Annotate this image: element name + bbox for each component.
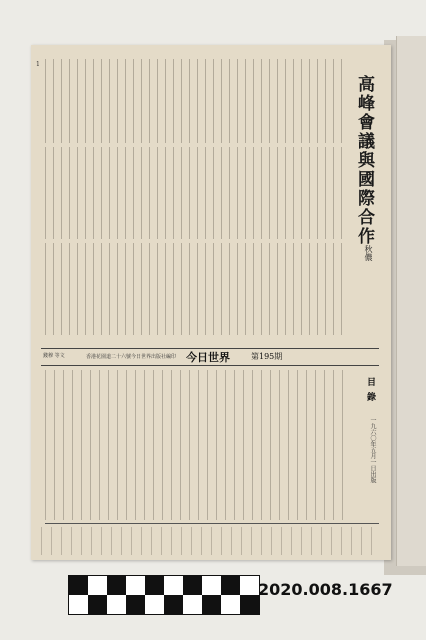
toc-divider — [45, 523, 379, 524]
next-page-edge-right — [396, 36, 426, 566]
masthead-publisher: 香港花園道二十六號今日世界出版社編印 — [86, 354, 177, 360]
subscription-info-strip — [41, 527, 381, 555]
masthead-left-note: 錢穆 等文 — [43, 353, 65, 359]
article-body-gaps — [45, 75, 345, 335]
color-calibration-bar — [68, 575, 260, 615]
toc-date: 一九六〇年五月一日出版 — [369, 417, 376, 483]
masthead-bar — [41, 348, 379, 366]
table-of-contents-entries — [45, 370, 345, 520]
accession-number: 2020.008.1667 — [258, 580, 393, 599]
toc-heading: 目錄 — [365, 377, 375, 407]
page-number: 1 — [36, 61, 40, 68]
magazine-page — [31, 45, 391, 560]
article-title: 高峰會議與國際合作 — [354, 75, 374, 246]
article-author: 秋儂 — [364, 245, 373, 261]
magazine-name: 今日世界 — [186, 351, 230, 364]
issue-number: 第195期 — [251, 352, 283, 361]
